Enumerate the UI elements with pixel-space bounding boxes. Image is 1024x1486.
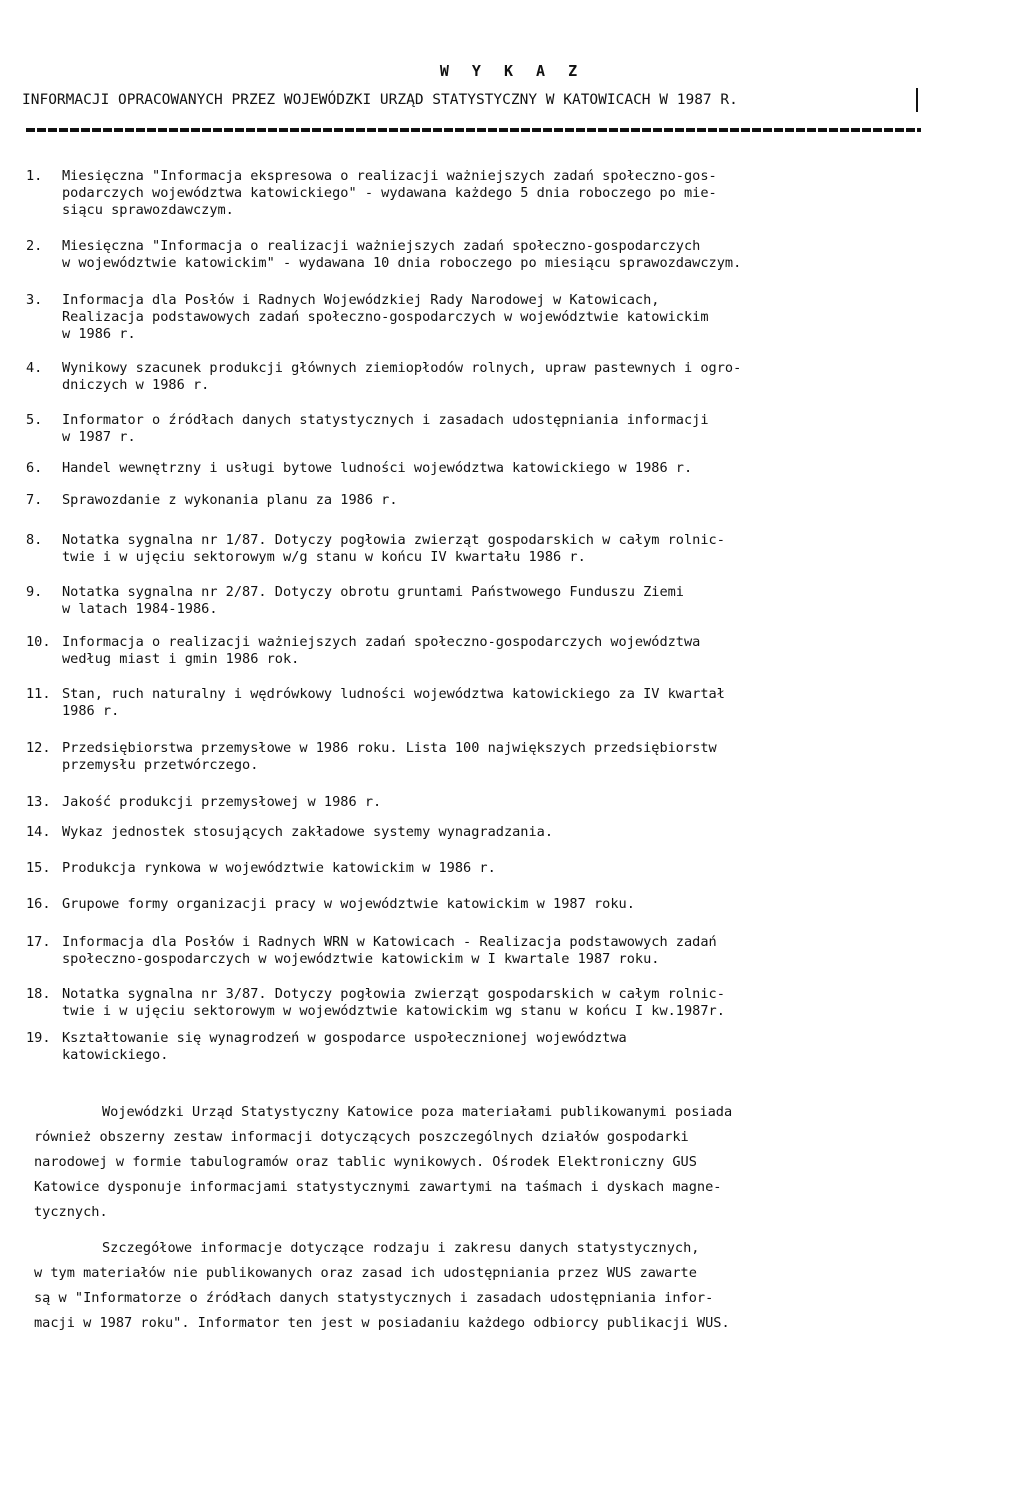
paragraph-line: Katowice dysponuje informacjami statystycznymi zawartymi na taśmach i dyskach magne- — [34, 1179, 722, 1195]
item-number: 15. — [26, 860, 51, 876]
item-number: 13. — [26, 794, 51, 810]
item-text — [62, 934, 928, 968]
item-line: Stan, ruch naturalny i wędrówkowy ludności województwa katowickiego za IV kwartał — [62, 686, 725, 702]
item-line: przemysłu przetwórczego. — [62, 757, 259, 773]
info-paragraph — [34, 1236, 914, 1336]
item-text — [62, 986, 928, 1020]
item-text — [62, 168, 928, 219]
item-text — [62, 360, 928, 394]
item-line: Sprawozdanie z wykonania planu za 1986 r. — [62, 492, 398, 508]
item-number: 3. — [26, 292, 43, 308]
paragraph-line: również obszerny zestaw informacji dotyczących poszczególnych działów gospodarki — [34, 1129, 689, 1145]
item-line: 1986 r. — [62, 703, 120, 719]
item-line: Grupowe formy organizacji pracy w województwie katowickim w 1987 roku. — [62, 896, 635, 912]
margin-mark — [916, 88, 918, 112]
page-subtitle: INFORMACJI OPRACOWANYCH PRZEZ WOJEWÓDZKI URZĄD STATYSTYCZNY W KATOWICACH W 1987 R. — [22, 92, 738, 108]
item-line: Informator o źródłach danych statystycznych i zasadach udostępniania informacji — [62, 412, 709, 428]
item-text — [62, 794, 928, 811]
item-line: Informacja dla Posłów i Radnych WRN w Katowicach - Realizacja podstawowych zadań — [62, 934, 717, 950]
item-text — [62, 1030, 928, 1064]
item-line: twie i w ujęciu sektorowym w/g stanu w końcu IV kwartału 1986 r. — [62, 549, 586, 565]
item-text — [62, 634, 928, 668]
item-line: siącu sprawozdawczym. — [62, 202, 234, 218]
item-number: 7. — [26, 492, 43, 508]
item-line: Notatka sygnalna nr 1/87. Dotyczy pogłowia zwierząt gospodarskich w całym rolnic- — [62, 532, 725, 548]
item-text — [62, 492, 928, 509]
item-number: 6. — [26, 460, 43, 476]
item-line: w województwie katowickim" - wydawana 10 dnia roboczego po miesiącu sprawozdawczym. — [62, 255, 742, 271]
item-text — [62, 686, 928, 720]
paragraph-line: w tym materiałów nie publikowanych oraz zasad ich udostępniania przez WUS zawarte — [34, 1265, 697, 1281]
item-text — [62, 238, 928, 272]
item-line: Wynikowy szacunek produkcji głównych ziemiopłodów rolnych, upraw pastewnych i ogro- — [62, 360, 742, 376]
item-line: Jakość produkcji przemysłowej w 1986 r. — [62, 794, 382, 810]
item-number: 14. — [26, 824, 51, 840]
item-number: 8. — [26, 532, 43, 548]
item-line: Kształtowanie się wynagrodzeń w gospodarce uspołecznionej województwa — [62, 1030, 627, 1046]
item-line: Produkcja rynkowa w województwie katowickim w 1986 r. — [62, 860, 496, 876]
item-number: 1. — [26, 168, 43, 184]
item-line: dniczych w 1986 r. — [62, 377, 210, 393]
item-text — [62, 896, 928, 913]
item-number: 9. — [26, 584, 43, 600]
item-line: Informacja o realizacji ważniejszych zadań społeczno-gospodarczych województwa — [62, 634, 701, 650]
item-number: 16. — [26, 896, 51, 912]
paragraph-line: Szczegółowe informacje dotyczące rodzaju i zakresu danych statystycznych, — [102, 1240, 700, 1256]
item-number: 4. — [26, 360, 43, 376]
item-number: 10. — [26, 634, 51, 650]
item-line: społeczno-gospodarczych w województwie katowickim w I kwartale 1987 roku. — [62, 951, 660, 967]
item-line: twie i w ujęciu sektorowym w województwie katowickim wg stanu w końcu I kw.1987r. — [62, 1003, 725, 1019]
paragraph-line: macji w 1987 roku". Informator ten jest w posiadaniu każdego odbiorcy publikacji WUS. — [34, 1315, 730, 1331]
item-line: Notatka sygnalna nr 3/87. Dotyczy pogłowia zwierząt gospodarskich w całym rolnic- — [62, 986, 725, 1002]
item-line: według miast i gmin 1986 rok. — [62, 651, 300, 667]
item-text — [62, 740, 928, 774]
item-line: Realizacja podstawowych zadań społeczno-gospodarczych w województwie katowickim — [62, 309, 709, 325]
item-text — [62, 460, 928, 477]
item-line: Wykaz jednostek stosujących zakładowe systemy wynagradzania. — [62, 824, 554, 840]
item-line: w 1987 r. — [62, 429, 136, 445]
item-line: Przedsiębiorstwa przemysłowe w 1986 roku. Lista 100 największych przedsiębiorstw — [62, 740, 717, 756]
item-line: podarczych województwa katowickiego" - wydawana każdego 5 dnia roboczego po mie- — [62, 185, 717, 201]
item-line: katowickiego. — [62, 1047, 169, 1063]
item-line: Notatka sygnalna nr 2/87. Dotyczy obrotu gruntami Państwowego Funduszu Ziemi — [62, 584, 684, 600]
item-number: 18. — [26, 986, 51, 1002]
paragraph-line: narodowej w formie tabulogramów oraz tablic wynikowych. Ośrodek Elektroniczny GUS — [34, 1154, 697, 1170]
item-line: w latach 1984-1986. — [62, 601, 218, 617]
item-line: Miesięczna "Informacja ekspresowa o realizacji ważniejszych zadań społeczno-gos- — [62, 168, 717, 184]
item-line: Miesięczna "Informacja o realizacji ważniejszych zadań społeczno-gospodarczych — [62, 238, 701, 254]
item-number: 2. — [26, 238, 43, 254]
item-line: Handel wewnętrzny i usługi bytowe ludności województwa katowickiego w 1986 r. — [62, 460, 693, 476]
item-number: 19. — [26, 1030, 51, 1046]
item-text — [62, 532, 928, 566]
item-number: 17. — [26, 934, 51, 950]
item-text — [62, 292, 928, 343]
item-number: 5. — [26, 412, 43, 428]
item-text — [62, 860, 928, 877]
paragraph-line: Wojewódzki Urząd Statystyczny Katowice poza materiałami publikowanymi posiada — [102, 1104, 733, 1120]
item-line: Informacja dla Posłów i Radnych Wojewódzkiej Rady Narodowej w Katowicach, — [62, 292, 660, 308]
paragraph-line: są w "Informatorze o źródłach danych statystycznych i zasadach udostępniania infor- — [34, 1290, 714, 1306]
page-heading: W Y K A Z — [439, 62, 585, 80]
item-text — [62, 584, 928, 618]
separator-rule — [26, 128, 921, 132]
item-line: w 1986 r. — [62, 326, 136, 342]
item-number: 12. — [26, 740, 51, 756]
item-number: 11. — [26, 686, 51, 702]
item-text — [62, 412, 928, 446]
paragraph-line: tycznych. — [34, 1204, 108, 1220]
item-text — [62, 824, 928, 841]
info-paragraph — [34, 1100, 914, 1225]
